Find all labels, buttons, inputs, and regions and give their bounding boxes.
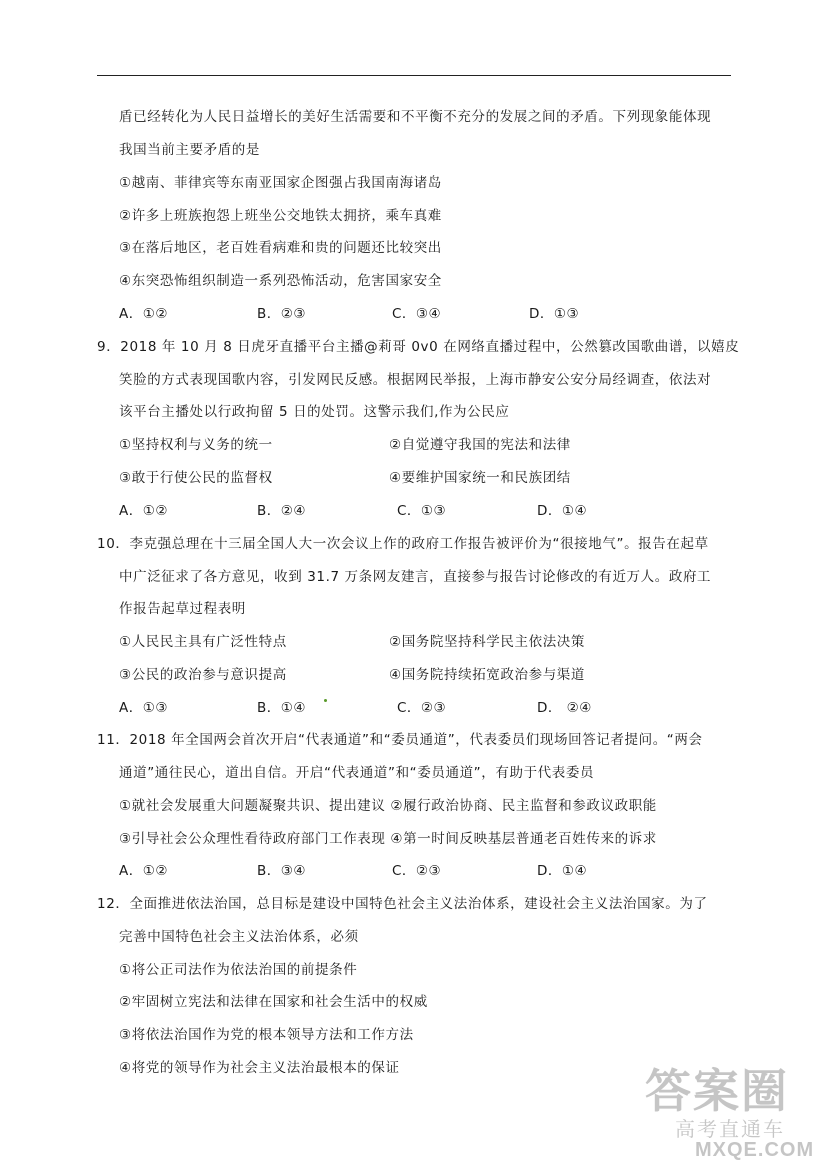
- question-10: 10．李克强总理在十三届全国人大一次会议上作的政府工作报告被评价为“很接地气”。报告在起草: [97, 536, 709, 552]
- header-rule: [97, 75, 731, 76]
- text-line: 中广泛征求了各方意见，收到 31.7 万条网友建言，直接参与报告讨论修改的有近万人。政府工: [119, 569, 712, 585]
- text-line: ③在落后地区，老百姓看病难和贵的问题还比较突出: [119, 240, 442, 256]
- question-12: 12．全面推进依法治国，总目标是建设中国特色社会主义法治体系，建设社会主义法治国家。为了: [97, 896, 708, 912]
- option-d: D．①④: [537, 503, 588, 519]
- watermark-url: MXQE.COM: [695, 1139, 815, 1161]
- statement: ③敢于行使公民的监督权: [119, 470, 273, 486]
- statement: ③公民的政治参与意识提高: [119, 667, 287, 683]
- text-line: ④东突恐怖组织制造一系列恐怖活动，危害国家安全: [119, 273, 442, 289]
- statement: ④国务院持续拓宽政治参与渠道: [389, 667, 586, 683]
- text-line: 完善中国特色社会主义法治体系，必须: [119, 929, 359, 945]
- text-line: 作报告起草过程表明: [119, 601, 246, 617]
- text-line: 盾已经转化为人民日益增长的美好生活需要和不平衡不充分的发展之间的矛盾。下列现象能体现: [119, 109, 712, 125]
- option-c: C．①③: [397, 503, 447, 519]
- text-line: ②许多上班族抱怨上班坐公交地铁太拥挤，乘车真难: [119, 208, 442, 224]
- statement: ②自觉遵守我国的宪法和法律: [389, 437, 571, 453]
- text-line: 该平台主播处以行政拘留 5 日的处罚。这警示我们,作为公民应: [119, 404, 510, 420]
- option-c: C．②③: [392, 863, 442, 879]
- text-line: ①越南、菲律宾等东南亚国家企图强占我国南海诸岛: [119, 175, 442, 191]
- statement: ④将党的领导作为社会主义法治最根本的保证: [119, 1060, 400, 1076]
- text-line: 笑脸的方式表现国歌内容，引发网民反感。根据网民举报，上海市静安公安分局经调查，依法对: [119, 372, 712, 388]
- text-line: 我国当前主要矛盾的是: [119, 142, 260, 158]
- question-11: 11．2018 年全国两会首次开启“代表通道”和“委员通道”，代表委员们现场回答记者提问。“两会: [97, 732, 703, 748]
- watermark-title: 答案圈: [645, 1064, 789, 1118]
- option-b: B．②③: [257, 306, 306, 322]
- option-d: D．①③: [529, 306, 580, 322]
- statement: ①将公正司法作为依法治国的前提条件: [119, 962, 358, 978]
- option-a: A．①②: [119, 863, 168, 879]
- option-b: B．③④: [257, 863, 306, 879]
- watermark-subtitle: 高考直通车: [675, 1117, 785, 1141]
- option-c: C．③④: [392, 306, 442, 322]
- text-line: 通道”通往民心，道出自信。开启“代表通道”和“委员通道”，有助于代表委员: [119, 765, 595, 781]
- option-a: A．①②: [119, 503, 168, 519]
- option-b: B．①④: [257, 700, 306, 716]
- option-d: D．①④: [537, 863, 588, 879]
- statement: ②牢固树立宪法和法律在国家和社会生活中的权威: [119, 994, 428, 1010]
- statement: ③引导社会公众理性看待政府部门工作表现 ④第一时间反映基层普通老百姓传来的诉求: [119, 831, 657, 847]
- statement: ②国务院坚持科学民主依法决策: [389, 634, 586, 650]
- statement: ①坚持权利与义务的统一: [119, 437, 273, 453]
- option-a: A．①③: [119, 700, 168, 716]
- stray-mark: [324, 699, 327, 702]
- statement: ①人民民主具有广泛性特点: [119, 634, 287, 650]
- watermark-logo: [639, 1055, 819, 1165]
- statement: ④要维护国家统一和民族团结: [389, 470, 571, 486]
- statement: ①就社会发展重大问题凝聚共识、提出建议 ②履行政治协商、民主监督和参政议政职能: [119, 798, 657, 814]
- question-9: 9．2018 年 10 月 8 日虎牙直播平台主播@莉哥 0v0 在网络直播过程中，公然篡改国歌曲谱，以嬉皮: [97, 339, 740, 355]
- option-c: C．②③: [397, 700, 447, 716]
- statement: ③将依法治国作为党的根本领导方法和工作方法: [119, 1027, 414, 1043]
- option-d: D． ②④: [537, 700, 592, 716]
- option-a: A．①②: [119, 306, 168, 322]
- option-b: B．②④: [257, 503, 306, 519]
